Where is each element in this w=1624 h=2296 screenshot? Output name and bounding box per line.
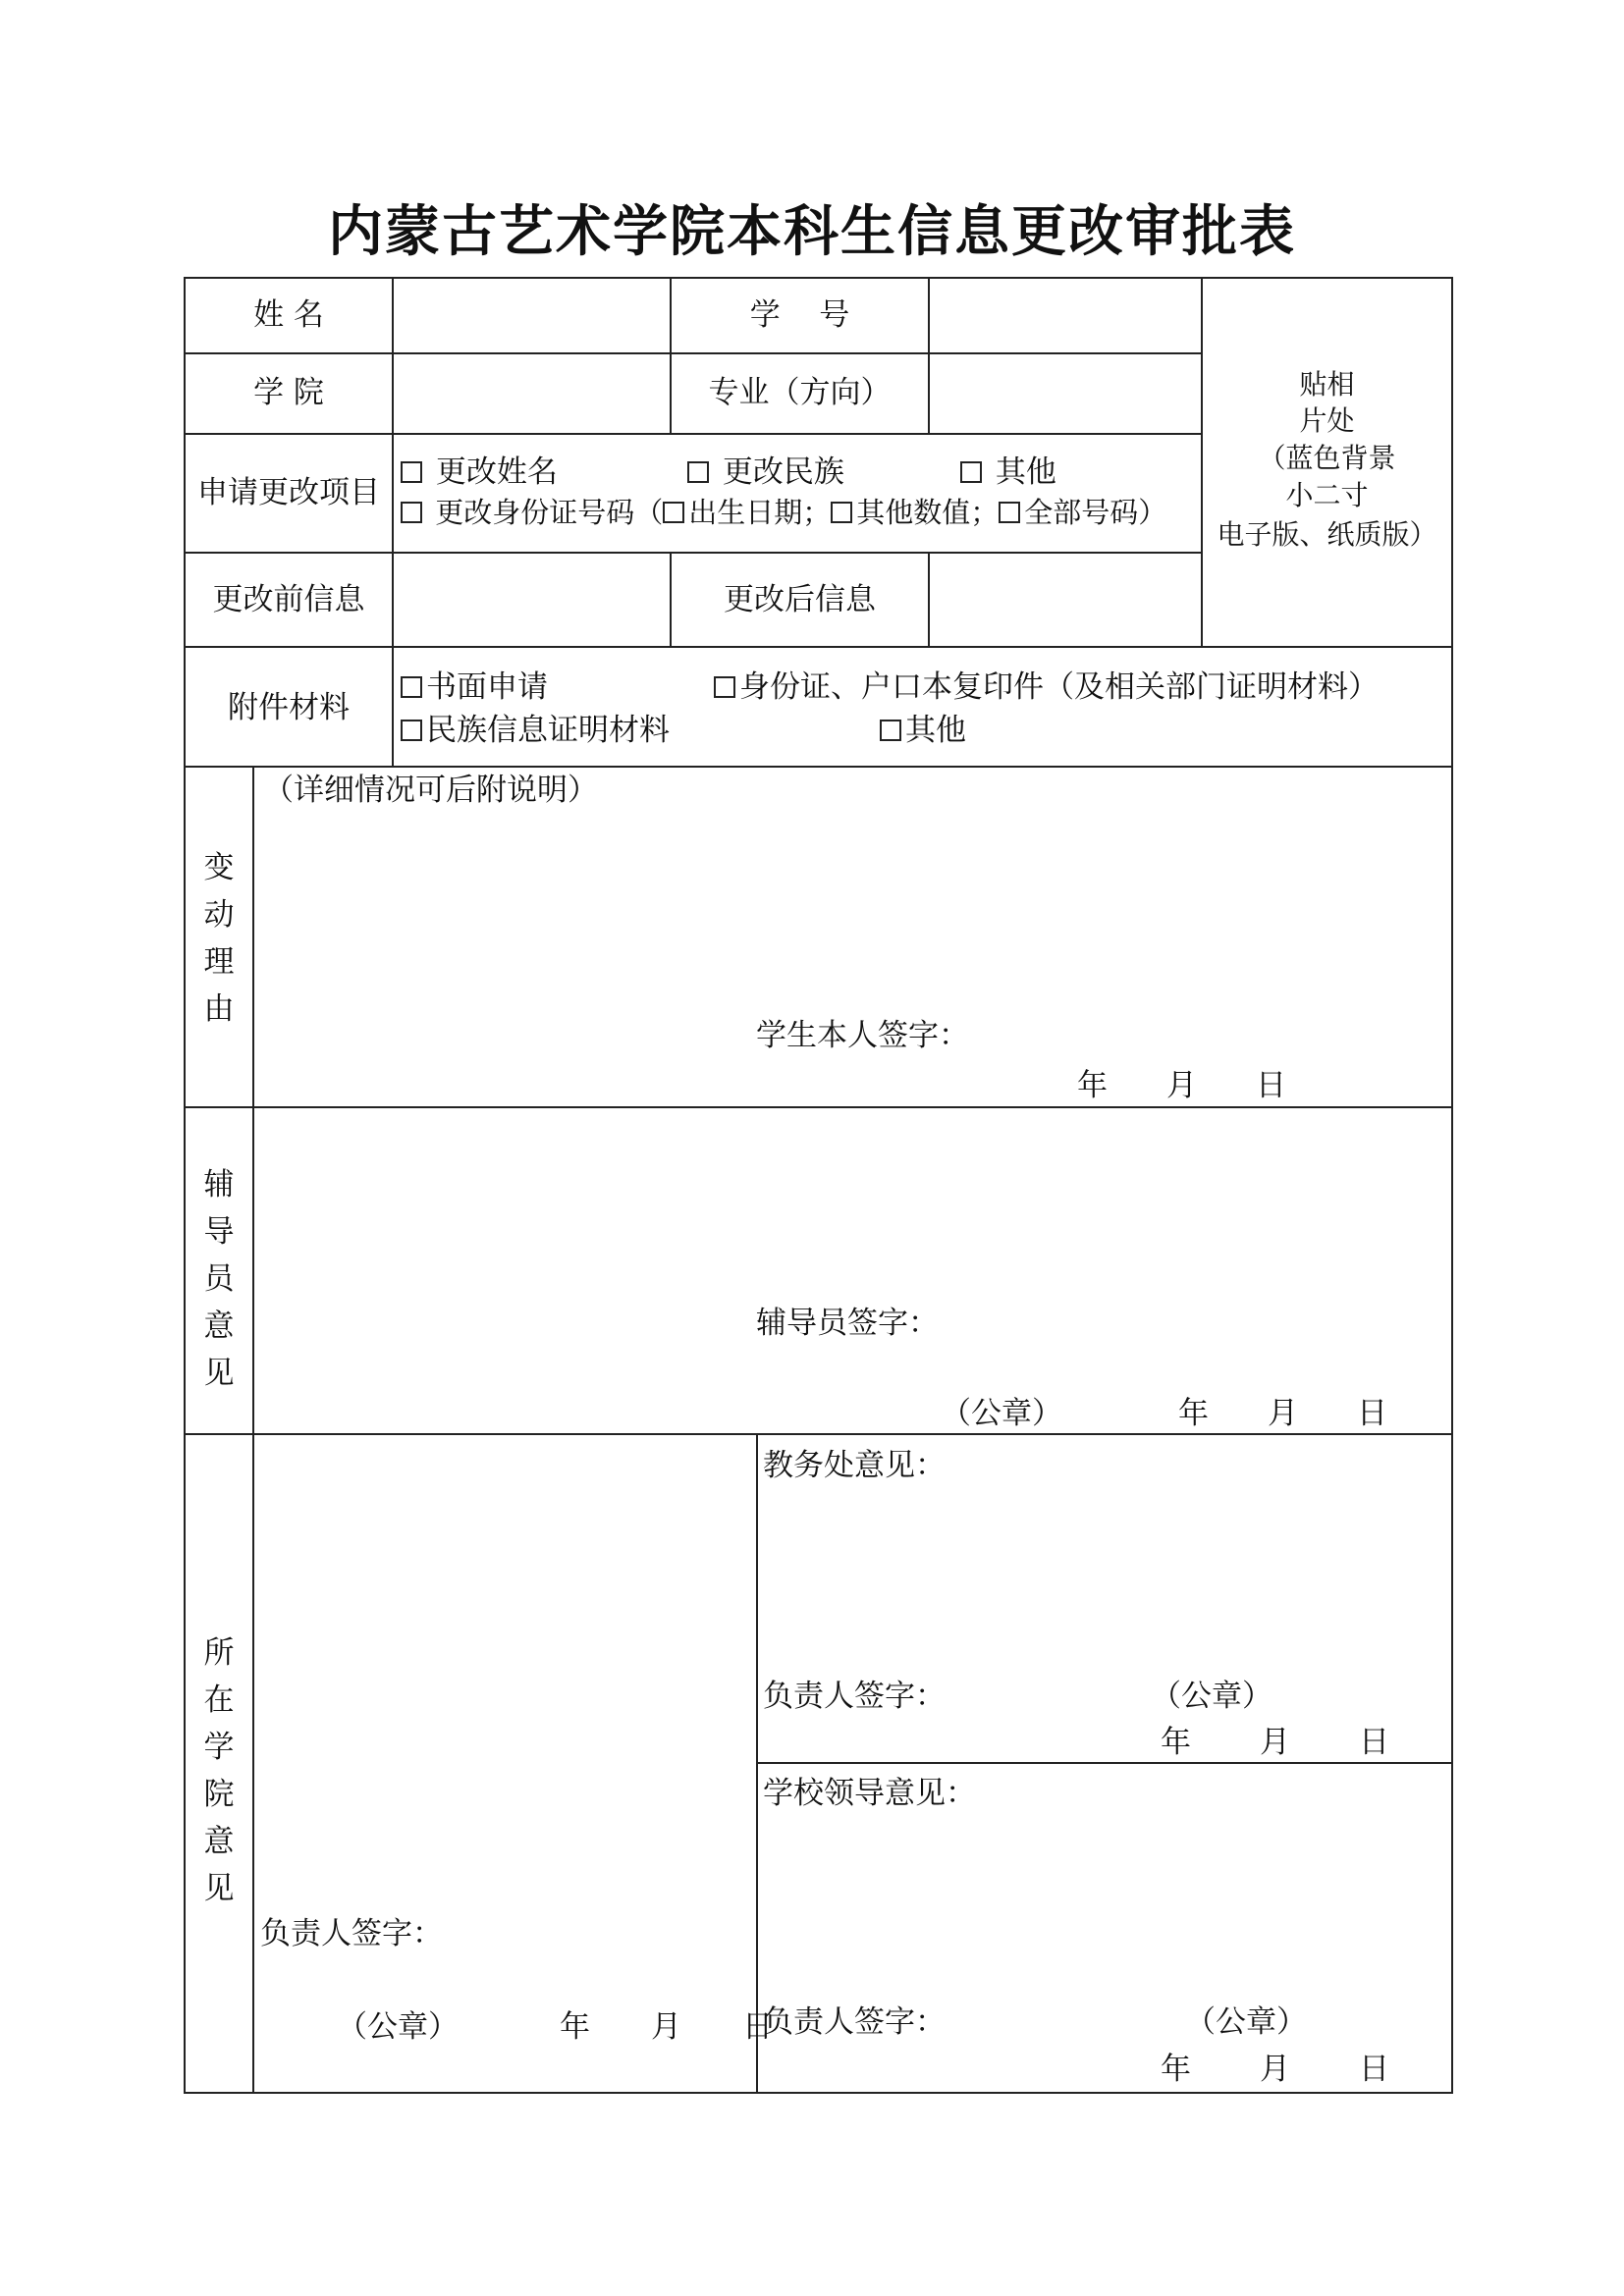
college-seal: （公章） bbox=[337, 2009, 459, 2045]
counselor-label bbox=[199, 1161, 239, 1397]
counselor-opinion-area[interactable] bbox=[257, 1113, 1447, 1300]
reason-label bbox=[199, 844, 239, 1033]
vertical-char: 见 bbox=[203, 1871, 235, 1906]
attach-id-copy[interactable]: 身份证、户口本复印件（及相关部门证明材料） bbox=[714, 672, 1379, 703]
checkbox-icon[interactable] bbox=[401, 720, 422, 741]
college-field[interactable] bbox=[395, 355, 669, 432]
major-label: 专业（方向） bbox=[708, 375, 892, 410]
photo-text-2: 片处 bbox=[1299, 404, 1355, 437]
vertical-char: 理 bbox=[203, 944, 235, 980]
checkbox-icon[interactable] bbox=[880, 720, 901, 741]
college-signature-label: 负责人签字： bbox=[260, 1916, 443, 1951]
option-change-ethnicity[interactable]: 更改民族 bbox=[687, 457, 844, 488]
college-opinion-label bbox=[199, 1629, 239, 1912]
photo-text-3: （蓝色背景 bbox=[1258, 442, 1396, 474]
photo-text-1: 贴相 bbox=[1299, 368, 1355, 400]
form-title: 内蒙古艺术学院本科生信息更改审批表 bbox=[328, 199, 1296, 264]
attach-ethnic-proof[interactable]: 民族信息证明材料 bbox=[401, 716, 670, 746]
sub-option-birth: 出生日期； bbox=[688, 496, 832, 529]
option-change-name[interactable]: 更改姓名 bbox=[401, 457, 558, 488]
college-label: 学 院 bbox=[253, 375, 324, 410]
name-field[interactable] bbox=[395, 280, 669, 351]
checkbox-icon[interactable] bbox=[401, 461, 422, 483]
change-items-label: 申请更改项目 bbox=[197, 475, 380, 510]
attach-other[interactable]: 其他 bbox=[880, 716, 966, 746]
sub-option-all: 全部号码） bbox=[1024, 496, 1167, 529]
attach-written-application[interactable]: 书面申请 bbox=[401, 672, 548, 703]
checkbox-icon[interactable] bbox=[663, 502, 684, 523]
checkbox-icon[interactable] bbox=[714, 676, 735, 698]
school-leader-seal: （公章） bbox=[1185, 2004, 1307, 2040]
checkbox-icon[interactable] bbox=[960, 461, 982, 483]
reason-hint: （详细情况可后附说明） bbox=[263, 773, 598, 808]
vertical-char: 在 bbox=[203, 1682, 235, 1718]
student-signature-label: 学生本人签字： bbox=[756, 1018, 969, 1053]
college-opinion-area[interactable] bbox=[257, 1439, 753, 1910]
major-field[interactable] bbox=[931, 355, 1200, 432]
counselor-signature-label: 辅导员签字： bbox=[756, 1306, 939, 1341]
vertical-char: 见 bbox=[203, 1356, 235, 1391]
school-leader-date: 年 月 日 bbox=[1161, 2052, 1389, 2087]
academic-affairs-label: 教务处意见： bbox=[763, 1448, 946, 1483]
vertical-char: 辅 bbox=[203, 1167, 235, 1202]
option-change-other[interactable]: 其他 bbox=[960, 457, 1056, 488]
sub-option-other: 其他数值； bbox=[856, 496, 1000, 529]
counselor-date: 年 月 日 bbox=[1178, 1396, 1387, 1431]
before-info-label: 更改前信息 bbox=[212, 582, 365, 617]
photo-text-5: 电子版、纸质版） bbox=[1217, 518, 1437, 551]
vertical-char: 意 bbox=[203, 1308, 235, 1344]
student-no-field[interactable] bbox=[931, 280, 1200, 351]
college-date: 年 月 日 bbox=[560, 2009, 773, 2045]
vertical-char: 由 bbox=[203, 991, 235, 1027]
before-info-field[interactable] bbox=[395, 555, 669, 645]
academic-affairs-signature-label: 负责人签字： bbox=[763, 1679, 946, 1714]
vertical-char: 学 bbox=[203, 1730, 235, 1765]
counselor-seal: （公章） bbox=[941, 1396, 1062, 1431]
vertical-char: 意 bbox=[203, 1824, 235, 1859]
reason-date: 年 月 日 bbox=[1077, 1068, 1286, 1103]
vertical-char: 所 bbox=[203, 1635, 235, 1671]
checkbox-icon[interactable] bbox=[687, 461, 709, 483]
vertical-char: 动 bbox=[203, 897, 235, 933]
vertical-char: 导 bbox=[203, 1214, 235, 1250]
student-no-label: 学 号 bbox=[749, 297, 850, 333]
academic-affairs-area[interactable] bbox=[761, 1492, 1448, 1669]
vertical-char: 院 bbox=[203, 1777, 235, 1812]
checkbox-icon[interactable] bbox=[401, 676, 422, 698]
academic-affairs-date: 年 月 日 bbox=[1161, 1725, 1389, 1760]
school-leader-area[interactable] bbox=[761, 1821, 1448, 1998]
checkbox-icon[interactable] bbox=[831, 502, 852, 523]
after-info-field[interactable] bbox=[931, 555, 1450, 645]
checkbox-icon[interactable] bbox=[999, 502, 1020, 523]
reason-textarea[interactable] bbox=[257, 815, 1447, 1011]
after-info-label: 更改后信息 bbox=[724, 582, 876, 617]
academic-affairs-seal: （公章） bbox=[1151, 1679, 1272, 1714]
name-label: 姓 名 bbox=[253, 297, 324, 333]
school-leader-signature-label: 负责人签字： bbox=[763, 2004, 946, 2040]
checkbox-icon[interactable] bbox=[401, 502, 422, 523]
vertical-char: 变 bbox=[203, 850, 235, 885]
school-leader-label: 学校领导意见： bbox=[763, 1776, 976, 1811]
photo-text-4: 小二寸 bbox=[1285, 479, 1369, 511]
attachments-label: 附件材料 bbox=[228, 690, 350, 725]
vertical-char: 员 bbox=[203, 1261, 235, 1297]
option-change-id[interactable]: 更改身份证号码（ 出生日期； 其他数值； 全部号码） bbox=[401, 499, 1166, 527]
